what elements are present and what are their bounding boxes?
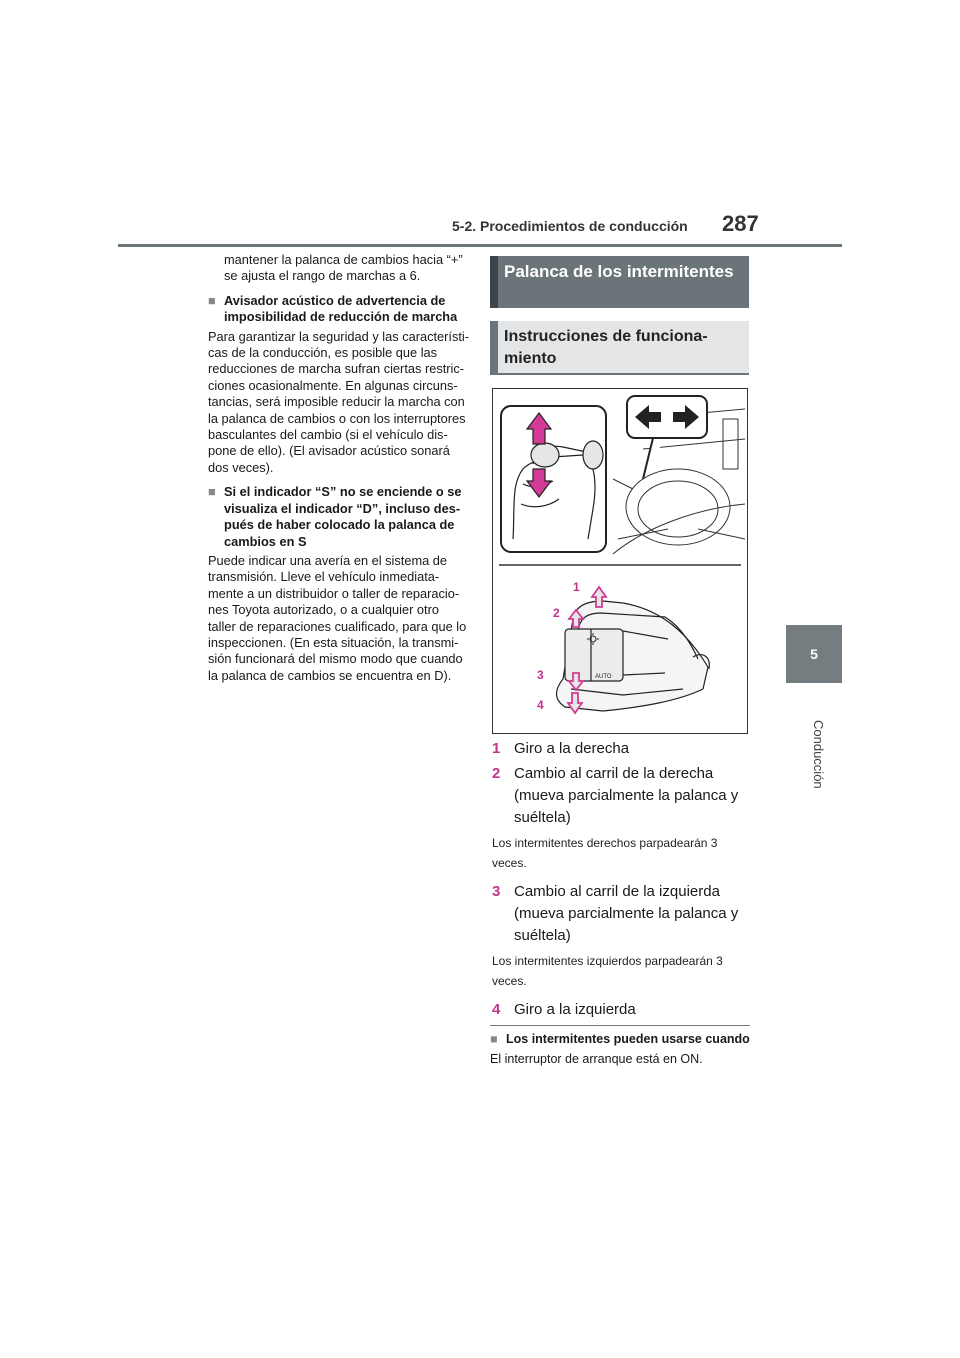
hand-inset xyxy=(501,406,606,552)
chapter-label-container xyxy=(766,720,866,820)
heading-text: Avisador acústico de advertencia de imposibilidad de reducción de marcha xyxy=(224,292,458,325)
step-text: Giro a la izquierda xyxy=(514,1001,636,1018)
left-column xyxy=(208,252,470,684)
step-number: 4 xyxy=(492,1001,501,1018)
section-title: 5-2. Procedimientos de conducción xyxy=(452,218,688,234)
step-number: 3 xyxy=(492,883,501,900)
step-number: 1 xyxy=(492,740,501,757)
footnote-rule xyxy=(490,1025,750,1026)
heading-downshift-warning xyxy=(208,293,470,326)
subsection-heading: Instrucciones de funcionamiento xyxy=(504,328,708,367)
subsection-title-bar xyxy=(490,321,749,375)
bar-accent xyxy=(490,256,498,308)
step-item xyxy=(492,999,754,1021)
heading-text: Si el indicador “S” no se enciende o se visualiza el indicador “D”, incluso después de haber colocado la palanca de cambios en S xyxy=(224,484,462,549)
header-rule xyxy=(118,244,842,247)
steps-list xyxy=(492,738,754,1024)
bar-accent xyxy=(490,321,498,373)
chapter-tab xyxy=(786,625,842,683)
auto-switch-label: AUTO xyxy=(595,674,612,680)
callout-4: 4 xyxy=(537,698,544,712)
page-number: 287 xyxy=(722,211,759,236)
heading-text: Los intermitentes pueden usarse cuando xyxy=(506,1032,750,1046)
left-right-arrows-callout xyxy=(627,396,707,479)
callout-2: 2 xyxy=(553,606,560,620)
callout-1: 1 xyxy=(573,580,580,594)
footnote-text: El interruptor de arranque está en ON. xyxy=(490,1052,703,1066)
chapter-number: 5 xyxy=(810,646,818,662)
footnote-heading xyxy=(490,1031,752,1047)
turn-signal-illustration xyxy=(492,388,748,734)
square-bullet-icon: ■ xyxy=(208,292,216,308)
heading-s-indicator xyxy=(208,484,470,550)
step-text: Cambio al carril de la izquierda (mueva parcialmente la palanca y suéltela) xyxy=(514,883,739,944)
step-item xyxy=(492,763,754,829)
step-note: Los intermitentes derechos parpadearán 3 veces. xyxy=(492,836,718,870)
step-text: Cambio al carril de la derecha (mueva parcialmente la palanca y suéltela) xyxy=(514,765,739,826)
step-note: Los intermitentes izquierdos parpadearán 3 veces. xyxy=(492,954,723,988)
section-heading: Palanca de los intermitentes xyxy=(504,262,734,281)
chapter-label: Conducción xyxy=(811,720,826,789)
illustration-svg xyxy=(493,389,747,733)
step-number: 2 xyxy=(492,765,501,782)
paragraph-downshift: Para garantizar la seguridad y las características de la conducción, es posible que las reducciones de marcha sufran ciertas restricciones ocasionalmente. En algunas circunstancias, será imposible reducir la marcha con la palanca de cambios o con los interruptores basculantes del cambio (si el vehículo dispone de ello). (El avisador acústico sonará dos veces). xyxy=(208,328,470,475)
callout-3: 3 xyxy=(537,668,544,682)
footnote xyxy=(490,1031,752,1067)
paragraph-s-indicator: Puede indicar una avería en el sistema de transmisión. Lleve el vehículo inmediatamente a un distribuidor o taller de reparaciones Toyota autorizado, o a cualquier otro taller de reparaciones cualificado, para que lo inspeccionen. (En esta situación, la transmisión funcionará del mismo modo que cuando la palanca de cambios se encuentra en D). xyxy=(208,552,467,683)
step-item xyxy=(492,881,754,947)
intro-text: mantener la palanca de cambios hacia “+” se ajusta el rango de marchas a 6. xyxy=(224,252,463,284)
step-item xyxy=(492,738,754,760)
square-bullet-icon: ■ xyxy=(208,484,216,500)
section-title-bar xyxy=(490,256,749,308)
square-bullet-icon: ■ xyxy=(490,1032,498,1046)
step-text: Giro a la derecha xyxy=(514,740,630,757)
